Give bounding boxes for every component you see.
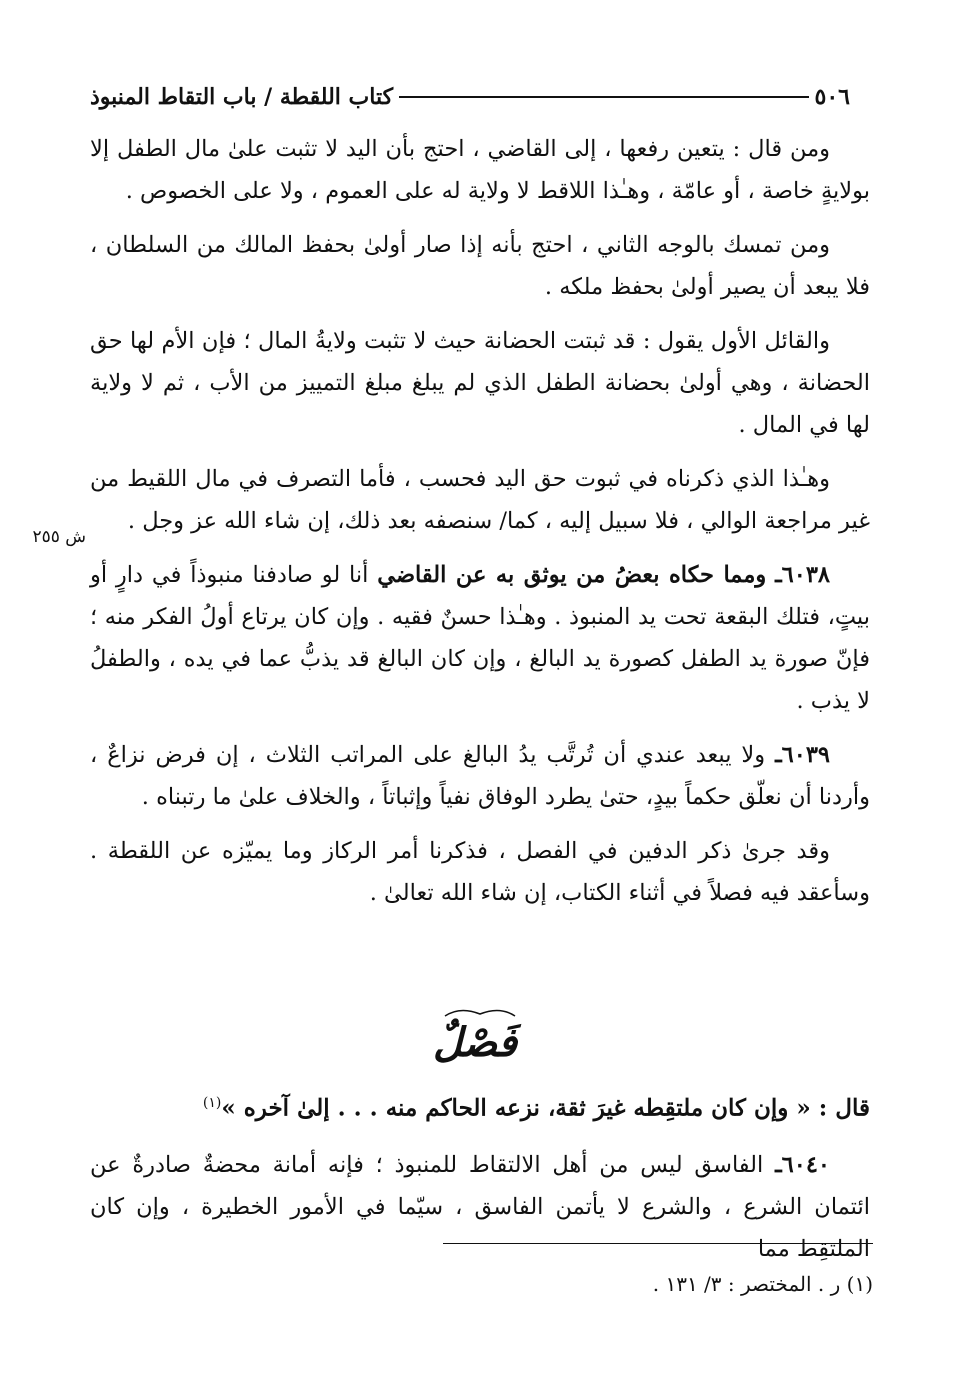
page-number: ٥٠٦ bbox=[814, 84, 850, 110]
paragraph-number: ٦٠٣٨ـ bbox=[775, 562, 830, 588]
numbered-paragraph bbox=[90, 734, 870, 818]
paragraph-number: ٦٠٣٩ـ bbox=[775, 742, 830, 768]
quoted-text bbox=[90, 1082, 870, 1130]
footnote-ref: (١) bbox=[202, 1095, 222, 1111]
numbered-paragraph bbox=[90, 1144, 870, 1270]
footnote: (١) ر . المختصر : ٣/ ١٣١ . bbox=[652, 1272, 873, 1296]
ornament-icon bbox=[440, 1006, 520, 1020]
quoted-text-body: قال : « وإن كان ملتقِطه غيرَ ثقة، نزعه الحاكم منه . . . إلىٰ آخره » bbox=[221, 1094, 870, 1122]
paragraph: وهـٰذا الذي ذكرناه في ثبوت حق اليد فحسب ، فأما التصرف في مال اللقيط من غير مراجعة الوالي ، فلا سبيل إليه ، كما/ سنصفه بعد ذلك، إن شاء الله عز وجل . bbox=[90, 466, 870, 534]
paragraph-body: أنا لو صادفنا منبوذاً في دارٍ أو بيتٍ، فتلك البقعة تحت يد المنبوذ . وهـٰذا حسنٌ فقيه . وإن كان يرتاع أولُ الفكر منه ؛ فإنّ صورة يد الطفل كصورة يد البالغ ، وإن كان البالغ قد يذبُّ عما في يده ، والطفلُ لا يذب . bbox=[90, 562, 870, 714]
main-text bbox=[90, 128, 870, 926]
paragraph-body: الفاسق ليس من أهل الالتقاط للمنبوذ ؛ فإنه أمانة محضةٌ صادرةٌ عن ائتمان الشرع ، والشرع لا يأتمن الفاسق ، سيّما في الأمور الخطيرة ، وإن كان الملتقِط مما bbox=[90, 1152, 870, 1262]
margin-note: ش ٢٥٥ bbox=[32, 527, 86, 547]
paragraph: والقائل الأول يقول : قد ثبتت الحضانة حيث لا تثبت ولايةُ المال ؛ فإن الأم لها حق الحضانة ، وهي أولىٰ بحضانة الطفل الذي لم يبلغ مبلغ التمييز من الأب ، ثم لا ولاية لها في المال . bbox=[90, 328, 870, 438]
paragraph-body: ولا يبعد عندي أن تُرتَّب يدُ البالغ على المراتب الثلاث ، إن فرض نزاعٌ ، وأردنا أن نعلّق حكماً بيدٍ، حتىٰ يطرد الوفاق نفياً وإثباتاً ، والخلاف علىٰ ما رتبناه . bbox=[90, 742, 870, 810]
running-title: كتاب اللقطة / باب التقاط المنبوذ bbox=[90, 84, 394, 110]
section-heading-text: فَصْلٌ bbox=[432, 1018, 518, 1066]
footnote-rule bbox=[443, 1243, 873, 1244]
paragraph: ومن تمسك بالوجه الثاني ، احتج بأنه إذا صار أولىٰ بحفظ المالك من السلطان ، فلا يبعد أن يصير أولىٰ بحفظ ملكه . bbox=[90, 232, 870, 300]
main-text-continued bbox=[90, 1144, 870, 1282]
section-heading bbox=[390, 1012, 560, 1072]
paragraph-number: ٦٠٤٠ـ bbox=[775, 1152, 830, 1178]
running-header bbox=[90, 78, 850, 116]
paragraph: ومن قال : يتعين رفعها ، إلى القاضي ، احتج بأن اليد لا تثبت علىٰ مال الطفل إلا بولايةٍ خاصة ، أو عامّة ، وهـٰذا اللاقط لا ولاية له على العموم ، ولا على الخصوص . bbox=[90, 136, 870, 204]
numbered-paragraph bbox=[90, 554, 870, 722]
paragraph-lead: ومما حكاه بعضُ من يوثق به عن القاضي bbox=[377, 562, 767, 588]
paragraph: وقد جرىٰ ذكر الدفين في الفصل ، فذكرنا أمر الركاز وما يميّزه عن اللقطة . وسأعقد فيه فصلاً في أثناء الكتاب، إن شاء الله تعالىٰ . bbox=[90, 838, 870, 906]
header-rule bbox=[399, 96, 808, 98]
